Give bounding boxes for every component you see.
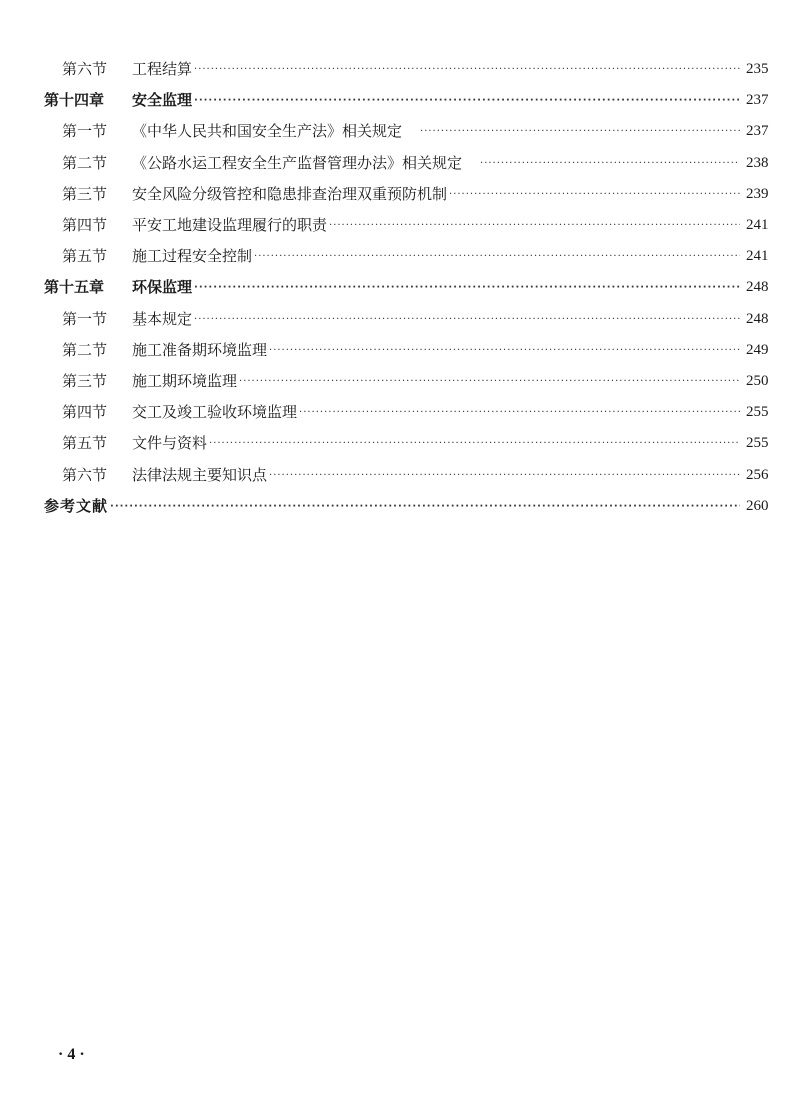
toc-entry-number: 第六节 bbox=[62, 465, 108, 484]
toc-entry-page: 248 bbox=[746, 279, 769, 296]
toc-entry[interactable] bbox=[0, 304, 790, 335]
toc-dot-leader bbox=[209, 428, 740, 459]
toc-references-entry[interactable] bbox=[0, 491, 790, 522]
toc-entry-title: 施工过程安全控制 bbox=[132, 247, 253, 266]
toc-entry-number: 第四节 bbox=[62, 403, 108, 422]
toc-entry-page: 238 bbox=[746, 154, 769, 171]
toc-entry-page: 237 bbox=[746, 123, 769, 140]
toc-entry[interactable] bbox=[0, 366, 790, 397]
toc-dot-leader bbox=[194, 272, 740, 303]
table-of-contents bbox=[0, 54, 790, 522]
toc-entry-page: 235 bbox=[746, 61, 769, 78]
toc-entry-title: 工程结算 bbox=[132, 60, 193, 79]
toc-chapter-entry[interactable] bbox=[0, 272, 790, 303]
toc-chapter-number: 第十五章 bbox=[44, 278, 105, 297]
toc-entry-page: 249 bbox=[746, 341, 769, 358]
toc-entry-title: 基本规定 bbox=[132, 309, 193, 328]
toc-entry-page: 256 bbox=[746, 466, 769, 483]
toc-entry[interactable] bbox=[0, 428, 790, 459]
toc-entry-page: 237 bbox=[746, 92, 769, 109]
toc-entry-title: 施工期环境监理 bbox=[132, 371, 238, 390]
toc-entry-page: 239 bbox=[746, 185, 769, 202]
toc-entry-title: 《中华人民共和国安全生产法》相关规定 bbox=[132, 122, 403, 141]
toc-entry-number: 第三节 bbox=[62, 371, 108, 390]
toc-entry[interactable] bbox=[0, 116, 790, 147]
toc-references-label: 参考文献 bbox=[44, 496, 109, 515]
toc-entry-number: 第五节 bbox=[62, 434, 108, 453]
toc-entry[interactable] bbox=[0, 179, 790, 210]
toc-entry[interactable] bbox=[0, 148, 790, 179]
toc-entry-title: 平安工地建设监理履行的职责 bbox=[132, 216, 328, 235]
toc-entry[interactable] bbox=[0, 210, 790, 241]
toc-entry[interactable] bbox=[0, 54, 790, 85]
toc-entry-number: 第三节 bbox=[62, 184, 108, 203]
toc-entry-page: 260 bbox=[746, 497, 769, 514]
toc-dot-leader bbox=[110, 491, 740, 522]
toc-dot-leader bbox=[299, 397, 740, 428]
toc-chapter-title: 安全监理 bbox=[132, 91, 193, 110]
toc-dot-leader bbox=[254, 241, 740, 272]
toc-dot-leader bbox=[239, 366, 740, 397]
toc-dot-leader bbox=[269, 460, 740, 491]
toc-entry-title: 施工准备期环境监理 bbox=[132, 340, 268, 359]
toc-dot-leader bbox=[329, 210, 740, 241]
toc-entry-number: 第二节 bbox=[62, 153, 108, 172]
toc-entry-page: 241 bbox=[746, 217, 769, 234]
toc-entry[interactable] bbox=[0, 241, 790, 272]
toc-chapter-number: 第十四章 bbox=[44, 91, 105, 110]
toc-dot-leader bbox=[420, 116, 740, 147]
toc-entry-number: 第六节 bbox=[62, 60, 108, 79]
toc-entry[interactable] bbox=[0, 459, 790, 490]
page-number: · 4 · bbox=[58, 1046, 85, 1063]
toc-entry-number: 第五节 bbox=[62, 247, 108, 266]
toc-entry-title: 法律法规主要知识点 bbox=[132, 465, 268, 484]
toc-entry[interactable] bbox=[0, 397, 790, 428]
toc-entry-number: 第四节 bbox=[62, 216, 108, 235]
toc-entry-title: 安全风险分级管控和隐患排查治理双重预防机制 bbox=[132, 184, 448, 203]
toc-entry-number: 第一节 bbox=[62, 122, 108, 141]
toc-entry-page: 255 bbox=[746, 404, 769, 421]
toc-dot-leader bbox=[480, 148, 740, 179]
toc-chapter-title: 环保监理 bbox=[132, 278, 193, 297]
toc-chapter-entry[interactable] bbox=[0, 85, 790, 116]
toc-dot-leader bbox=[194, 54, 740, 85]
toc-entry-title: 《公路水运工程安全生产监督管理办法》相关规定 bbox=[132, 153, 463, 172]
toc-dot-leader bbox=[194, 85, 740, 116]
toc-dot-leader bbox=[194, 304, 740, 335]
toc-entry-title: 交工及竣工验收环境监理 bbox=[132, 403, 298, 422]
toc-entry-page: 241 bbox=[746, 248, 769, 265]
toc-entry-number: 第一节 bbox=[62, 309, 108, 328]
toc-entry-number: 第二节 bbox=[62, 340, 108, 359]
toc-entry[interactable] bbox=[0, 335, 790, 366]
toc-entry-page: 248 bbox=[746, 310, 769, 327]
toc-dot-leader bbox=[449, 179, 740, 210]
toc-dot-leader bbox=[269, 335, 740, 366]
toc-entry-title: 文件与资料 bbox=[132, 434, 208, 453]
toc-entry-page: 255 bbox=[746, 435, 769, 452]
toc-entry-page: 250 bbox=[746, 372, 769, 389]
